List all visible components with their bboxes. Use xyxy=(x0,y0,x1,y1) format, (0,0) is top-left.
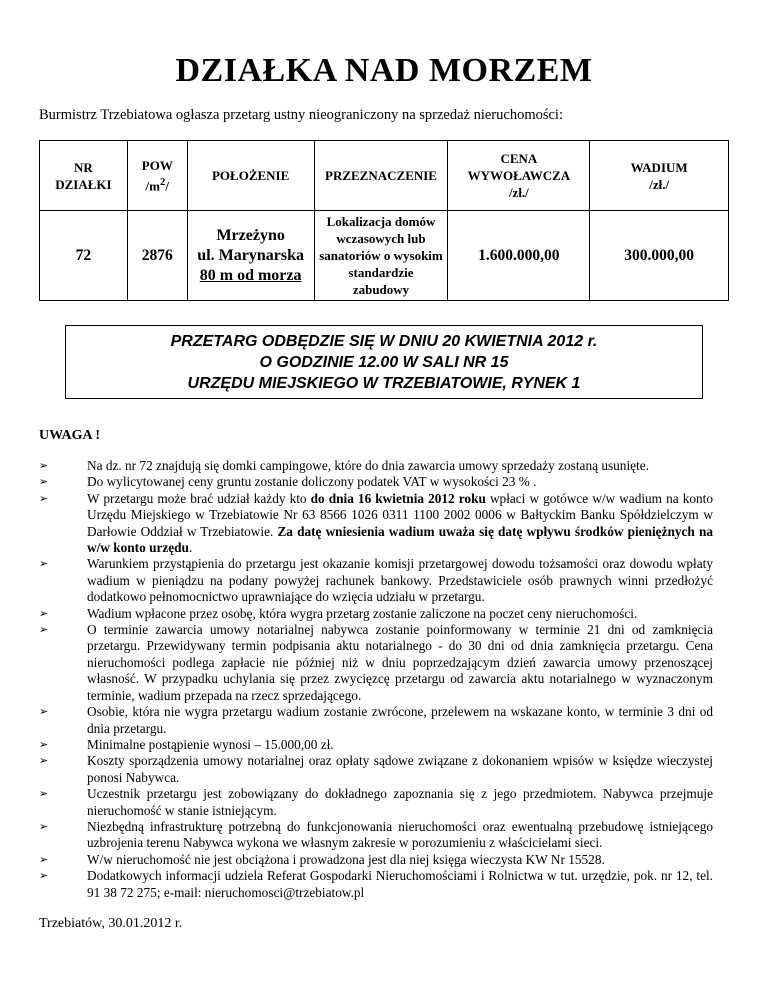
note-text: W/w nieruchomość nie jest obciążona i prowadzona jest dla niej księga wieczysta KW Nr 15528. xyxy=(87,851,605,867)
dest-line3: sanatoriów o wysokim xyxy=(319,248,443,263)
arrow-bullet-icon: ➢ xyxy=(39,492,49,505)
table-header-row xyxy=(40,141,729,211)
dest-line5: zabudowy xyxy=(352,282,410,297)
page-title: DZIAŁKA NAD MORZEM xyxy=(175,52,593,89)
table-row xyxy=(40,211,729,301)
loc-line2: ul. Marynarska xyxy=(197,246,304,264)
arrow-bullet-icon: ➢ xyxy=(39,558,49,571)
arrow-bullet-icon: ➢ xyxy=(39,870,49,883)
note-text: O terminie zawarcia umowy notarialnej nabywca zostanie poinformowany w terminie 21 dni od zamknięcia przetargu. Przewidywany termin podpisania aktu notarialnego - do 30 dni od dnia zamknięcia przetargu. Cena nieruchomości podlega zapłacie nie później niż w dniu poprzedzającym dzień zawarcia umowy przenoszącej własność. W przypadku uchylania się przez zwycięzcę przetargu od zawarcia aktu notarialnego w wyznaczonym terminie, wadium przepada na rzecz sprzedającego. xyxy=(87,622,713,703)
header-wadium xyxy=(590,141,729,211)
arrow-bullet-icon: ➢ xyxy=(39,624,49,637)
list-item xyxy=(39,868,713,901)
note-text: Warunkiem przystąpienia do przetargu jest okazanie komisji przetargowej dowodu tożsamości oraz dowodu wpłaty wadium w pieniądzu na podany powyżej rachunek bankowy. Przedstawiciele osób prawnych winni przedłożyć dodatkowo pełnomocnictwo uprawniające do wzięcia udziału w przetargu. xyxy=(87,556,713,605)
note-text: Niezbędną infrastrukturę potrzebną do funkcjonowania nieruchomości oraz ewentualną przebudowę istniejącego uzbrojenia terenu Nabywca wykona we własnym zakresie w porozumieniu z właścicielami sieci. xyxy=(87,818,713,851)
list-item xyxy=(39,491,713,557)
list-item xyxy=(39,852,713,868)
cell-pow: 2876 xyxy=(127,211,187,301)
header-wadium-line2: /zł./ xyxy=(649,176,670,192)
notice-line3: URZĘDU MIEJSKIEGO W TRZEBIATOWIE, RYNEK 1 xyxy=(187,375,581,392)
arrow-bullet-icon: ➢ xyxy=(39,853,49,866)
arrow-bullet-icon: ➢ xyxy=(39,607,49,620)
note-text: Do wylicytowanej ceny gruntu zostanie doliczony podatek VAT w wysokości 23 % . xyxy=(87,474,537,490)
arrow-bullet-icon: ➢ xyxy=(39,706,49,719)
note-text: W przetargu może brać udział każdy kto xyxy=(87,490,311,506)
dest-line2: wczasowych lub xyxy=(336,231,426,246)
note-text: Koszty sporządzenia umowy notarialnej oraz opłaty sądowe związane z dokonaniem wpisów w księdze wieczystej ponosi Nabywca. xyxy=(87,753,713,785)
header-pow-line1: POW xyxy=(141,157,173,173)
loc-line3: 80 m od morza xyxy=(199,266,302,284)
cell-przeznaczenie xyxy=(314,211,448,301)
dest-line1: Lokalizacja domów xyxy=(326,214,436,229)
dest-line4: standardzie xyxy=(348,265,414,280)
footer-date: Trzebiatów, 30.01.2012 r. xyxy=(39,916,183,931)
header-pow-unit: /m xyxy=(145,178,160,194)
loc-line1: Mrzeżyno xyxy=(216,226,285,244)
header-cena-line1: CENA xyxy=(500,151,538,166)
notes-list xyxy=(39,458,713,901)
arrow-bullet-icon: ➢ xyxy=(39,755,49,768)
header-pow-sup: 2 xyxy=(160,175,166,188)
arrow-bullet-icon: ➢ xyxy=(39,820,49,833)
notice-line2: O GODZINIE 12.00 W SALI NR 15 xyxy=(259,354,509,371)
note-text: wpłaci w gotówce w/w wadium na konto Urzędu Miejskiego w Trzebiatowie Nr 63 8566 1026 0311 1100 2002 0006 w Bałtyckim Banku Spółdzielczym w Darłowie Oddział w Trzebiatowie. xyxy=(87,490,713,539)
parcel-table xyxy=(39,140,729,301)
list-item xyxy=(39,819,713,852)
cell-wadium: 300.000,00 xyxy=(590,211,729,301)
list-item xyxy=(39,786,713,819)
header-cena-line3: /zł./ xyxy=(508,185,529,200)
note-text: Uczestnik przetargu jest zobowiązany do dokładnego zapoznania się z jego przedmiotem. Nabywca przejmuje nieruchomość w stanie istniejącym. xyxy=(87,786,713,818)
header-polozenie: POŁOŻENIE xyxy=(187,141,314,211)
header-nr-line1: NR xyxy=(74,159,93,175)
note-text: Osobie, która nie wygra przetargu wadium zostanie zwrócone, przelewem na wskazane konto, w terminie 3 dni od dnia przetargu. xyxy=(87,704,713,736)
cell-polozenie xyxy=(187,211,314,301)
cell-nr: 72 xyxy=(40,211,128,301)
arrow-bullet-icon: ➢ xyxy=(39,738,49,751)
list-item xyxy=(39,556,713,605)
cell-cena: 1.600.000,00 xyxy=(448,211,590,301)
list-item xyxy=(39,458,713,474)
header-cena-line2: WYWOŁAWCZA xyxy=(467,168,571,183)
header-przeznaczenie: PRZEZNACZENIE xyxy=(314,141,448,211)
notice-line1: PRZETARG ODBĘDZIE SIĘ W DNIU 20 KWIETNIA 2012 r. xyxy=(170,333,598,350)
note-text: . xyxy=(188,540,193,556)
list-item xyxy=(39,622,713,704)
list-item xyxy=(39,704,713,737)
header-nr-line2: DZIAŁKI xyxy=(55,176,112,192)
list-item xyxy=(39,737,713,753)
header-pow-unit-end: / xyxy=(165,178,170,194)
list-item xyxy=(39,753,713,786)
note-text: Dodatkowych informacji udziela Referat Gospodarki Nieruchomościami i Rolnictwa w tut. urzędzie, pok. nr 12, tel. 91 38 72 275; e-mail: nieruchomosci@trzebiatow.pl xyxy=(87,868,713,900)
note-text: Wadium wpłacone przez osobę, która wygra przetarg zostanie zaliczone na poczet ceny nieruchomości. xyxy=(87,605,638,621)
auction-notice-box xyxy=(65,325,703,399)
header-wadium-line1: WADIUM xyxy=(630,159,688,175)
uwaga-heading: UWAGA ! xyxy=(39,428,101,443)
note-deadline: do dnia 16 kwietnia 2012 roku xyxy=(310,490,486,506)
note-text: Minimalne postąpienie wynosi – 15.000,00 zł. xyxy=(87,736,334,752)
arrow-bullet-icon: ➢ xyxy=(39,476,49,489)
header-nr xyxy=(40,141,128,211)
list-item xyxy=(39,474,713,490)
arrow-bullet-icon: ➢ xyxy=(39,788,49,801)
arrow-bullet-icon: ➢ xyxy=(39,460,49,472)
note-payment-date-rule: Za datę wniesienia wadium uważa się datę wpływu środków pieniężnych na w/w konto urzędu xyxy=(87,523,713,556)
list-item xyxy=(39,606,713,622)
header-pow xyxy=(127,141,187,211)
header-cena xyxy=(448,141,590,211)
intro-text: Burmistrz Trzebiatowa ogłasza przetarg ustny nieograniczony na sprzedaż nieruchomości: xyxy=(39,107,563,123)
note-text: Na dz. nr 72 znajdują się domki campingowe, które do dnia zawarcia umowy sprzedaży zostaną usunięte. xyxy=(87,458,649,473)
